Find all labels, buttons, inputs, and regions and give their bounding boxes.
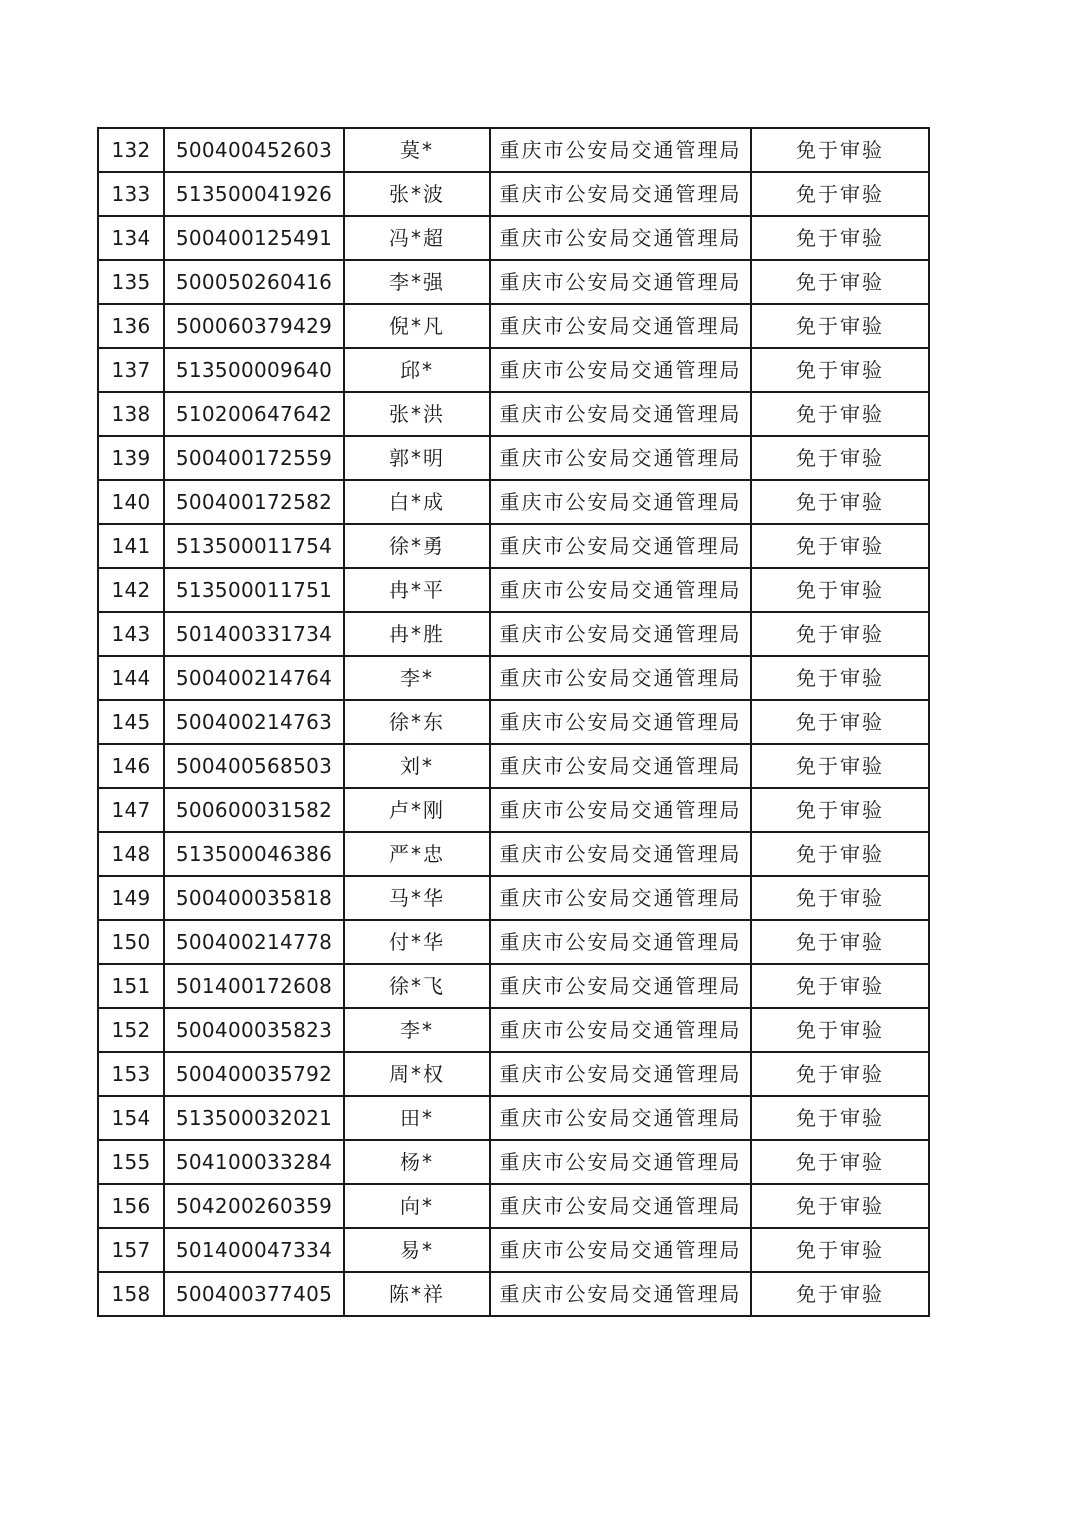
row-number-cell: 139 — [98, 436, 164, 480]
row-number-cell: 140 — [98, 480, 164, 524]
review-status-cell: 免于审验 — [751, 392, 929, 436]
table-row — [98, 260, 929, 304]
license-id-cell: 500050260416 — [164, 260, 344, 304]
license-id-cell: 513500009640 — [164, 348, 344, 392]
row-number-cell: 135 — [98, 260, 164, 304]
license-id-cell: 501400331734 — [164, 612, 344, 656]
license-id-cell: 500400035792 — [164, 1052, 344, 1096]
issuing-authority-cell: 重庆市公安局交通管理局 — [490, 876, 751, 920]
row-number-cell: 154 — [98, 1096, 164, 1140]
holder-name-cell: 李*强 — [344, 260, 490, 304]
issuing-authority-cell: 重庆市公安局交通管理局 — [490, 348, 751, 392]
license-id-cell: 513500032021 — [164, 1096, 344, 1140]
issuing-authority-cell: 重庆市公安局交通管理局 — [490, 304, 751, 348]
table-row — [98, 1228, 929, 1272]
review-status-cell: 免于审验 — [751, 1140, 929, 1184]
issuing-authority-cell: 重庆市公安局交通管理局 — [490, 920, 751, 964]
review-status-cell: 免于审验 — [751, 744, 929, 788]
holder-name-cell: 周*权 — [344, 1052, 490, 1096]
issuing-authority-cell: 重庆市公安局交通管理局 — [490, 1184, 751, 1228]
license-id-cell: 500400452603 — [164, 128, 344, 172]
license-id-cell: 500400214763 — [164, 700, 344, 744]
row-number-cell: 147 — [98, 788, 164, 832]
issuing-authority-cell: 重庆市公安局交通管理局 — [490, 1228, 751, 1272]
table-row — [98, 612, 929, 656]
license-id-cell: 500400568503 — [164, 744, 344, 788]
issuing-authority-cell: 重庆市公安局交通管理局 — [490, 524, 751, 568]
row-number-cell: 148 — [98, 832, 164, 876]
issuing-authority-cell: 重庆市公安局交通管理局 — [490, 1272, 751, 1316]
row-number-cell: 152 — [98, 1008, 164, 1052]
table-row — [98, 700, 929, 744]
holder-name-cell: 莫* — [344, 128, 490, 172]
holder-name-cell: 徐*勇 — [344, 524, 490, 568]
row-number-cell: 149 — [98, 876, 164, 920]
holder-name-cell: 杨* — [344, 1140, 490, 1184]
holder-name-cell: 易* — [344, 1228, 490, 1272]
table-row — [98, 172, 929, 216]
row-number-cell: 143 — [98, 612, 164, 656]
review-status-cell: 免于审验 — [751, 876, 929, 920]
issuing-authority-cell: 重庆市公安局交通管理局 — [490, 392, 751, 436]
review-status-cell: 免于审验 — [751, 172, 929, 216]
table-row — [98, 304, 929, 348]
license-id-cell: 501400172608 — [164, 964, 344, 1008]
row-number-cell: 138 — [98, 392, 164, 436]
holder-name-cell: 田* — [344, 1096, 490, 1140]
issuing-authority-cell: 重庆市公安局交通管理局 — [490, 172, 751, 216]
table-row — [98, 1184, 929, 1228]
holder-name-cell: 严*忠 — [344, 832, 490, 876]
holder-name-cell: 张*洪 — [344, 392, 490, 436]
holder-name-cell: 刘* — [344, 744, 490, 788]
holder-name-cell: 李* — [344, 1008, 490, 1052]
license-id-cell: 513500041926 — [164, 172, 344, 216]
holder-name-cell: 冉*胜 — [344, 612, 490, 656]
review-status-cell: 免于审验 — [751, 348, 929, 392]
table-row — [98, 1008, 929, 1052]
issuing-authority-cell: 重庆市公安局交通管理局 — [490, 128, 751, 172]
holder-name-cell: 付*华 — [344, 920, 490, 964]
holder-name-cell: 向* — [344, 1184, 490, 1228]
table-row — [98, 1096, 929, 1140]
table-row — [98, 744, 929, 788]
review-status-cell: 免于审验 — [751, 1184, 929, 1228]
review-status-cell: 免于审验 — [751, 1228, 929, 1272]
license-id-cell: 500400172559 — [164, 436, 344, 480]
row-number-cell: 146 — [98, 744, 164, 788]
review-status-cell: 免于审验 — [751, 920, 929, 964]
table-row — [98, 392, 929, 436]
row-number-cell: 150 — [98, 920, 164, 964]
row-number-cell: 133 — [98, 172, 164, 216]
issuing-authority-cell: 重庆市公安局交通管理局 — [490, 788, 751, 832]
license-id-cell: 513500011751 — [164, 568, 344, 612]
review-status-cell: 免于审验 — [751, 1096, 929, 1140]
row-number-cell: 136 — [98, 304, 164, 348]
license-id-cell: 513500046386 — [164, 832, 344, 876]
issuing-authority-cell: 重庆市公安局交通管理局 — [490, 436, 751, 480]
holder-name-cell: 徐*飞 — [344, 964, 490, 1008]
license-id-cell: 501400047334 — [164, 1228, 344, 1272]
table-row — [98, 568, 929, 612]
review-status-cell: 免于审验 — [751, 700, 929, 744]
row-number-cell: 134 — [98, 216, 164, 260]
holder-name-cell: 徐*东 — [344, 700, 490, 744]
row-number-cell: 132 — [98, 128, 164, 172]
issuing-authority-cell: 重庆市公安局交通管理局 — [490, 480, 751, 524]
license-id-cell: 504100033284 — [164, 1140, 344, 1184]
row-number-cell: 137 — [98, 348, 164, 392]
row-number-cell: 151 — [98, 964, 164, 1008]
license-id-cell: 500400035823 — [164, 1008, 344, 1052]
holder-name-cell: 马*华 — [344, 876, 490, 920]
table-row — [98, 348, 929, 392]
issuing-authority-cell: 重庆市公安局交通管理局 — [490, 216, 751, 260]
issuing-authority-cell: 重庆市公安局交通管理局 — [490, 1140, 751, 1184]
row-number-cell: 144 — [98, 656, 164, 700]
row-number-cell: 153 — [98, 1052, 164, 1096]
review-status-cell: 免于审验 — [751, 832, 929, 876]
review-status-cell: 免于审验 — [751, 216, 929, 260]
review-status-cell: 免于审验 — [751, 1272, 929, 1316]
license-id-cell: 500400214778 — [164, 920, 344, 964]
review-status-cell: 免于审验 — [751, 436, 929, 480]
issuing-authority-cell: 重庆市公安局交通管理局 — [490, 744, 751, 788]
license-id-cell: 500400035818 — [164, 876, 344, 920]
row-number-cell: 142 — [98, 568, 164, 612]
issuing-authority-cell: 重庆市公安局交通管理局 — [490, 612, 751, 656]
holder-name-cell: 白*成 — [344, 480, 490, 524]
holder-name-cell: 张*波 — [344, 172, 490, 216]
license-id-cell: 513500011754 — [164, 524, 344, 568]
review-status-cell: 免于审验 — [751, 304, 929, 348]
table-row — [98, 1052, 929, 1096]
issuing-authority-cell: 重庆市公安局交通管理局 — [490, 1096, 751, 1140]
table-row — [98, 216, 929, 260]
review-status-cell: 免于审验 — [751, 788, 929, 832]
license-id-cell: 500060379429 — [164, 304, 344, 348]
table-row — [98, 788, 929, 832]
row-number-cell: 141 — [98, 524, 164, 568]
license-id-cell: 504200260359 — [164, 1184, 344, 1228]
table-row — [98, 524, 929, 568]
license-id-cell: 500400125491 — [164, 216, 344, 260]
license-id-cell: 500400377405 — [164, 1272, 344, 1316]
holder-name-cell: 邱* — [344, 348, 490, 392]
holder-name-cell: 郭*明 — [344, 436, 490, 480]
roster-table — [97, 127, 930, 1317]
holder-name-cell: 李* — [344, 656, 490, 700]
issuing-authority-cell: 重庆市公安局交通管理局 — [490, 700, 751, 744]
review-status-cell: 免于审验 — [751, 524, 929, 568]
row-number-cell: 158 — [98, 1272, 164, 1316]
table-row — [98, 1140, 929, 1184]
review-status-cell: 免于审验 — [751, 964, 929, 1008]
table-row — [98, 832, 929, 876]
review-status-cell: 免于审验 — [751, 656, 929, 700]
license-id-cell: 500600031582 — [164, 788, 344, 832]
issuing-authority-cell: 重庆市公安局交通管理局 — [490, 260, 751, 304]
review-status-cell: 免于审验 — [751, 1008, 929, 1052]
review-status-cell: 免于审验 — [751, 128, 929, 172]
holder-name-cell: 卢*刚 — [344, 788, 490, 832]
license-id-cell: 500400214764 — [164, 656, 344, 700]
license-id-cell: 510200647642 — [164, 392, 344, 436]
issuing-authority-cell: 重庆市公安局交通管理局 — [490, 568, 751, 612]
table-row — [98, 1272, 929, 1316]
table-row — [98, 656, 929, 700]
table-row — [98, 128, 929, 172]
review-status-cell: 免于审验 — [751, 260, 929, 304]
issuing-authority-cell: 重庆市公安局交通管理局 — [490, 656, 751, 700]
holder-name-cell: 冯*超 — [344, 216, 490, 260]
holder-name-cell: 冉*平 — [344, 568, 490, 612]
table-row — [98, 436, 929, 480]
issuing-authority-cell: 重庆市公安局交通管理局 — [490, 964, 751, 1008]
table-row — [98, 876, 929, 920]
license-id-cell: 500400172582 — [164, 480, 344, 524]
issuing-authority-cell: 重庆市公安局交通管理局 — [490, 1008, 751, 1052]
table-row — [98, 480, 929, 524]
row-number-cell: 145 — [98, 700, 164, 744]
holder-name-cell: 倪*凡 — [344, 304, 490, 348]
row-number-cell: 156 — [98, 1184, 164, 1228]
roster-table-body — [98, 128, 929, 1316]
row-number-cell: 155 — [98, 1140, 164, 1184]
table-row — [98, 920, 929, 964]
table-row — [98, 964, 929, 1008]
review-status-cell: 免于审验 — [751, 1052, 929, 1096]
review-status-cell: 免于审验 — [751, 568, 929, 612]
issuing-authority-cell: 重庆市公安局交通管理局 — [490, 832, 751, 876]
holder-name-cell: 陈*祥 — [344, 1272, 490, 1316]
review-status-cell: 免于审验 — [751, 480, 929, 524]
issuing-authority-cell: 重庆市公安局交通管理局 — [490, 1052, 751, 1096]
row-number-cell: 157 — [98, 1228, 164, 1272]
review-status-cell: 免于审验 — [751, 612, 929, 656]
